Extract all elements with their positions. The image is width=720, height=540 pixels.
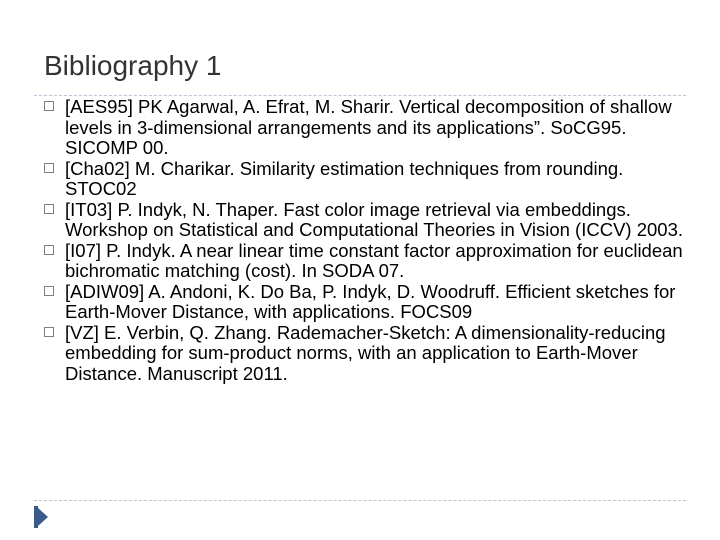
reference-item [44,97,694,159]
square-bullet-icon [44,163,54,173]
reference-item [44,282,694,323]
footer-divider [34,500,686,501]
slide-title: Bibliography 1 [44,50,222,81]
square-bullet-icon [44,327,54,337]
reference-text: [VZ] E. Verbin, Q. Zhang. Rademacher-Sketch: A dimensionality-reducing embedding for sum-product norms, with an application to Earth-Mover Distance. Manuscript 2011. [65,321,666,384]
slide-marker-icon [34,506,48,528]
square-bullet-icon [44,245,54,255]
reference-text: [IT03] P. Indyk, N. Thaper. Fast color image retrieval via embeddings. Workshop on Statistical and Computational Theories in Vision (ICCV) 2003. [65,198,684,240]
square-bullet-icon [44,101,54,111]
reference-text: [I07] P. Indyk. A near linear time constant factor approximation for euclidean bichromatic matching (cost). In SODA 07. [65,239,683,281]
reference-text: [AES95] PK Agarwal, A. Efrat, M. Sharir. Vertical decomposition of shallow levels in 3-dimensional arrangements and its applications”. SoCG95. SICOMP 00. [65,96,672,158]
reference-text: [Cha02] M. Charikar. Similarity estimation techniques from rounding. STOC02 [65,157,624,199]
reference-item [44,323,694,385]
reference-item [44,200,694,241]
reference-text: [ADIW09] A. Andoni, K. Do Ba, P. Indyk, D. Woodruff. Efficient sketches for Earth-Mover Distance, with applications. FOCS09 [65,280,676,322]
square-bullet-icon [44,204,54,214]
square-bullet-icon [44,286,54,296]
reference-list [44,97,694,384]
reference-item [44,241,694,282]
reference-item [44,159,694,200]
